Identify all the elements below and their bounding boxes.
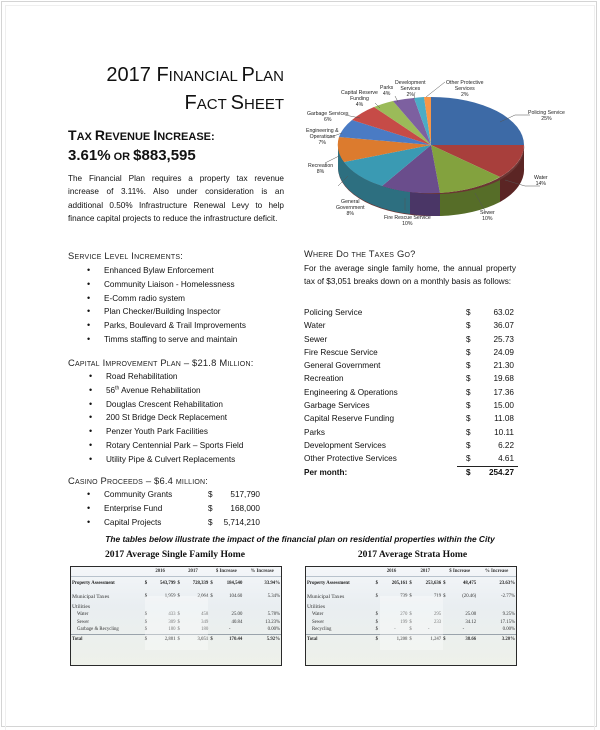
strata-table-title: 2017 Average Strata Home xyxy=(357,549,468,560)
table-row: Municipal Taxes $ 739 $ 719 $ (20.46) -2.77% xyxy=(307,593,515,600)
list-item: • Parks, Boulevard & Trail Improvements xyxy=(104,319,246,333)
document-title-line-1: 2017 FINANCIAL PLAN xyxy=(106,64,284,86)
tax-row: Garbage Services $ 15.00 xyxy=(304,401,514,411)
list-item: • E-Comm radio system xyxy=(104,292,246,306)
bullet-icon: • xyxy=(87,333,91,344)
pie-label-general-government: General Government 8% xyxy=(336,199,365,217)
bullet-icon: • xyxy=(87,306,91,317)
list-item: • Douglas Crescent Rehabilitation xyxy=(106,398,243,412)
list-item: • 56th Avenue Rehabilitation xyxy=(106,384,243,398)
tax-row: Engineering & Operations $ 17.36 xyxy=(304,387,514,397)
tax-row: Development Services $ 6.22 xyxy=(304,440,514,450)
tax-row: Sewer $ 25.73 xyxy=(304,334,514,344)
service-level-heading: Service Level Increments: xyxy=(68,250,184,261)
single-family-table xyxy=(70,566,282,666)
table-row: Garbage & Recycling $ 180 $ 180 - 0.00% xyxy=(77,627,280,633)
table-row: Sewer $ 309 $ 349 40.84 13.23% xyxy=(77,619,280,625)
bullet-icon: • xyxy=(87,320,91,331)
bullet-icon: • xyxy=(87,265,91,275)
pie-label-fire-rescue: Fire Rescue Service 10% xyxy=(384,215,431,227)
bullet-icon: • xyxy=(89,453,93,464)
table-row: Municipal Taxes $ 1,959 $ 2,064 $ 104.60 5.34% xyxy=(72,593,280,600)
tax-revenue-heading: TAX REVENUE INCREASE: xyxy=(68,127,215,143)
pie-label-sewer: Sewer 10% xyxy=(480,210,495,222)
table-row: Water $ 270 $ 295 25.00 9.25% xyxy=(312,612,515,618)
tax-total-row: Per month: $ 254.27 xyxy=(304,466,516,479)
list-item: • Plan Checker/Building Inspector xyxy=(104,305,246,319)
capital-plan-heading: Capital Improvement Plan – $21.8 Million: xyxy=(68,357,254,368)
bullet-icon: • xyxy=(87,278,91,289)
tax-row: Capital Reserve Funding $ 11.08 xyxy=(304,414,514,424)
bullet-icon: • xyxy=(89,384,93,395)
pie-label-engineering: Engineering & Operations 7% xyxy=(306,128,339,146)
table-row: Recycling $ - $ - - 0.00% xyxy=(312,627,515,633)
service-level-list xyxy=(87,264,246,347)
table-header-row: 2016 2017 $ Increase % Increase xyxy=(71,567,281,577)
list-item: • Community Liaison - Homelessness xyxy=(104,278,246,292)
bullet-icon: • xyxy=(87,489,91,499)
pie-label-parks: Parks 4% xyxy=(380,85,394,97)
list-item: • Utility Pipe & Culvert Replacements xyxy=(106,453,243,467)
table-header-row: 2016 2017 $ Increase % Increase xyxy=(306,567,516,577)
bullet-icon: • xyxy=(87,292,91,303)
tax-row: Policing Service $ 63.02 xyxy=(304,308,514,317)
pie-label-water: Water 14% xyxy=(534,175,548,187)
monthly-tax-breakdown-table xyxy=(304,306,516,479)
bullet-icon: • xyxy=(89,439,93,450)
table-row: Water $ 433 $ 458 25.00 5.78% xyxy=(77,612,280,618)
pie-label-capital-reserve: Capital Reserve Funding 4% xyxy=(341,90,378,108)
where-taxes-heading: Where Do the Taxes Go? xyxy=(304,248,416,259)
tax-row: Other Protective Services $ 4.61 xyxy=(304,454,514,464)
strata-table xyxy=(305,566,517,666)
table-row: Property Assessment $ 205,161 $ 253,636 $ 48,475 23.63% xyxy=(307,580,515,586)
bullet-icon: • xyxy=(89,426,93,437)
casino-heading: Casino Proceeds – $6.4 million: xyxy=(68,475,209,486)
tax-row: Fire Rescue Service $ 24.09 xyxy=(304,347,514,357)
where-taxes-paragraph: For the average single family home, the annual property tax of $3,051 breaks down on a monthly basis as follows: xyxy=(304,264,516,287)
casino-row: • Capital Projects $ 5,714,210 xyxy=(104,516,264,530)
bullet-icon: • xyxy=(87,502,91,513)
table-total-row: Total $ 2,881 $ 3,051 $ 170.44 5.92% xyxy=(71,634,281,644)
pie-label-development: Development Services 2% xyxy=(395,80,426,98)
tables-caption: The tables below illustrate the impact of the financial plan on residential properties within the City xyxy=(105,534,495,544)
bullet-icon: • xyxy=(89,398,93,409)
table-section-row: Utilities xyxy=(72,604,91,611)
casino-row: • Enterprise Fund $ 168,000 xyxy=(104,502,264,516)
bullet-icon: • xyxy=(89,371,93,381)
tax-distribution-pie-chart xyxy=(300,68,590,238)
intro-paragraph: The Financial Plan requires a property tax revenue increase of 3.11%. Also under consideration is an additional 0.50% Infrastructure Renewal Levy to help finance capital projects to reduce the infrastructure deficit. xyxy=(68,174,284,224)
table-total-row: Total $ 1,208 $ 1,247 $ 38.66 3.20% xyxy=(306,634,516,644)
casino-list xyxy=(87,488,264,529)
pie-label-policing: Policing Service 25% xyxy=(528,110,565,122)
tax-revenue-value: 3.61% OR $883,595 xyxy=(68,147,196,164)
list-item: • Rotary Centennial Park – Sports Field xyxy=(106,439,243,453)
pie-label-other-protective: Other Protective Services 2% xyxy=(446,80,484,98)
tax-row: Water $ 36.07 xyxy=(304,321,514,331)
bullet-icon: • xyxy=(89,412,93,423)
list-item: • Penzer Youth Park Facilities xyxy=(106,425,243,439)
tax-row: Recreation $ 19.68 xyxy=(304,374,514,384)
list-item: • Road Rehabilitation xyxy=(106,370,243,384)
capital-plan-list xyxy=(89,370,244,467)
document-title-line-2: FACT SHEET xyxy=(184,92,284,114)
list-item: • Enhanced Bylaw Enforcement xyxy=(104,264,246,278)
single-family-table-title: 2017 Average Single Family Home xyxy=(105,549,245,560)
table-section-row: Utilities xyxy=(307,604,326,611)
tax-row: Parks $ 10.11 xyxy=(304,427,514,437)
pie-label-garbage: Garbage Services 6% xyxy=(307,111,349,123)
casino-row: • Community Grants $ 517,790 xyxy=(104,488,264,502)
list-item: • Timms staffing to serve and maintain xyxy=(104,333,246,347)
bullet-icon: • xyxy=(87,516,91,527)
list-item: • 200 St Bridge Deck Replacement xyxy=(106,411,243,425)
table-row: Sewer $ 199 $ 233 34.12 17.15% xyxy=(312,619,515,625)
table-row: Property Assessment $ 543,799 $ 728,339 $ 184,540 33.94% xyxy=(72,580,280,586)
tax-row: General Government $ 21.30 xyxy=(304,361,514,371)
pie-label-recreation: Recreation 8% xyxy=(308,163,334,175)
